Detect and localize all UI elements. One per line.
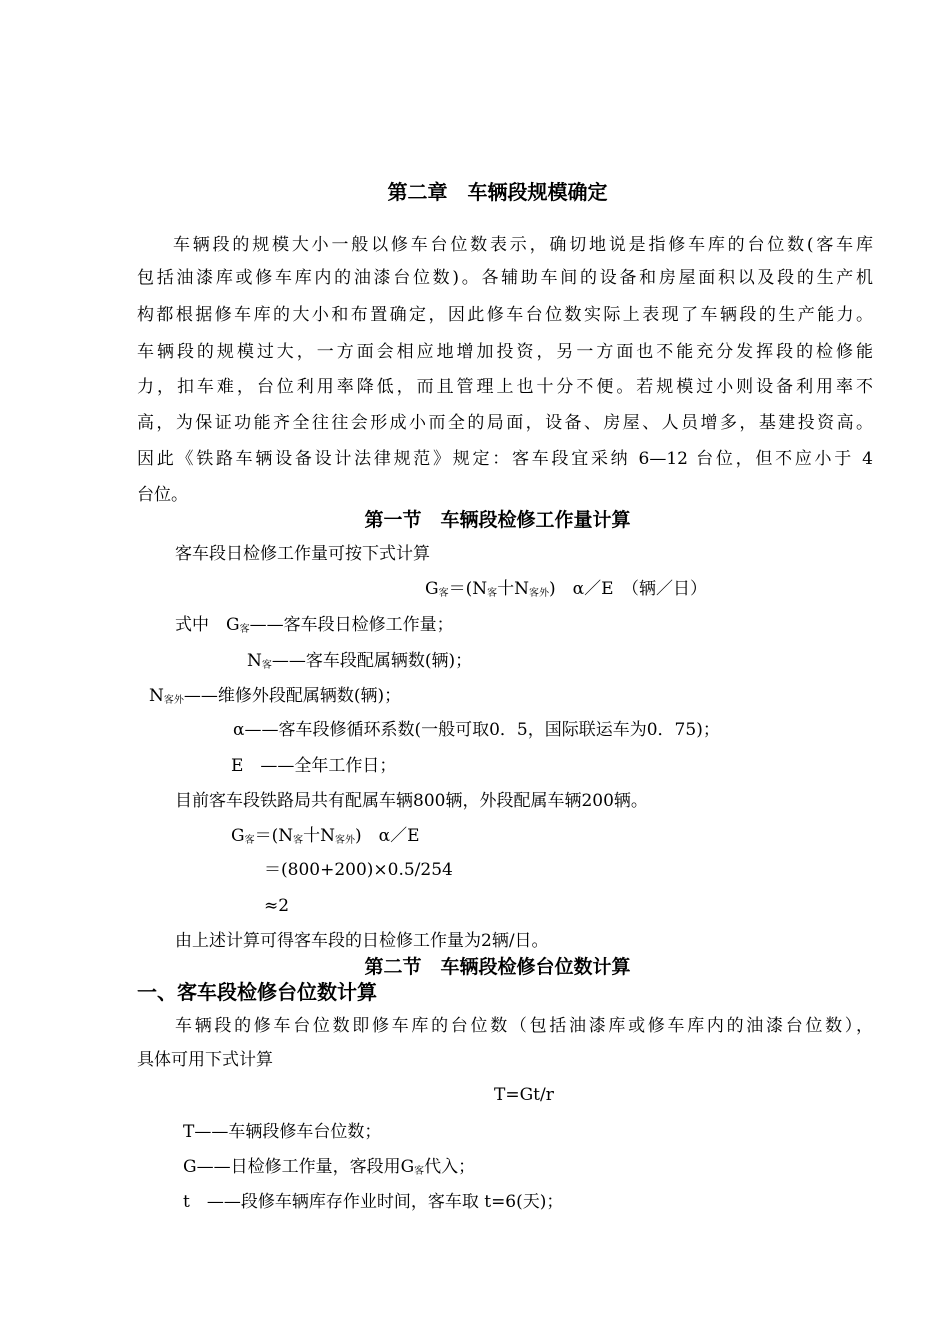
intro-line: 车辆段的规模过大，一方面会相应地增加投资，另一方面也不能充分发挥段的检修能	[137, 342, 873, 362]
intro-line: 台位。	[137, 485, 188, 505]
section2-subtitle: 一、客车段检修台位数计算	[137, 980, 377, 1004]
chapter-title: 第二章 车辆段规模确定	[387, 180, 608, 204]
section2-para-line: 车辆段的修车台位数即修车库的台位数（包括油漆库或修车库内的油漆台位数），	[175, 1016, 873, 1036]
intro-line: 包括油漆库或修车库内的油漆台位数)。各辅助车间的设备和房屋面积以及段的生产机	[137, 268, 873, 288]
def-n: $N_客——$客车段配属辆数(辆)；	[247, 651, 473, 671]
section1-lead: 客车段日检修工作量可按下式计算	[175, 544, 430, 564]
intro-line: 高，为保证功能齐全往往会形成小而全的局面，设备、房屋、人员增多，基建投资高。	[137, 413, 873, 433]
intro-line: 因此《铁路车辆设备设计法律规范》规定：客车段宜采纳 6—12 台位，但不应小于 4	[137, 449, 873, 469]
section1-title: 第一节 车辆段检修工作量计算	[364, 509, 631, 531]
calc-line-3: ≈2	[264, 896, 290, 916]
section2-title: 第二节 车辆段检修台位数计算	[364, 956, 631, 978]
def-e: E ——全年工作日；	[231, 756, 397, 776]
calc-conclusion: 由上述计算可得客车段的日检修工作量为2辆/日。	[175, 931, 549, 951]
intro-line: 力，扣车难，台位利用率降低，而且管理上也十分不便。若规模过小则设备利用率不	[137, 377, 873, 397]
def-g-workload: G——日检修工作量，客段用$G_客$代入；	[183, 1157, 476, 1177]
calc-line-2: ＝(800+200)×0.5/254	[264, 860, 453, 880]
def-t-time: t ——段修车辆库存作业时间，客车取 t=6(天)；	[183, 1192, 564, 1212]
formula-workload: $G_客=(N_客$十$N_{客外}$) α／E （辆／日）	[425, 579, 708, 599]
formula-platforms: T=Gt/r	[494, 1085, 554, 1105]
def-g: 式中 $G_客——$客车段日检修工作量；	[175, 615, 454, 635]
calc-line-1: $G_客=(N_客$十$N_{客外}$) α／E	[231, 826, 420, 846]
section2-para-line: 具体可用下式计算	[137, 1050, 273, 1070]
def-n-outside: $N_{客外}——$维修外段配属辆数(辆)；	[149, 686, 402, 706]
given-data: 目前客车段铁路局共有配属车辆800辆，外段配属车辆200辆。	[175, 791, 648, 811]
intro-line: 车辆段的规模大小一般以修车台位数表示，确切地说是指修车库的台位数(客车库	[173, 235, 873, 255]
def-t: T——车辆段修车台位数；	[183, 1122, 382, 1142]
intro-line: 构都根据修车库的大小和布置确定，因此修车台位数实际上表现了车辆段的生产能力。	[137, 305, 873, 325]
def-alpha: α——客车段修循环系数(一般可取0．5，国际联运车为0．75)；	[233, 720, 720, 740]
